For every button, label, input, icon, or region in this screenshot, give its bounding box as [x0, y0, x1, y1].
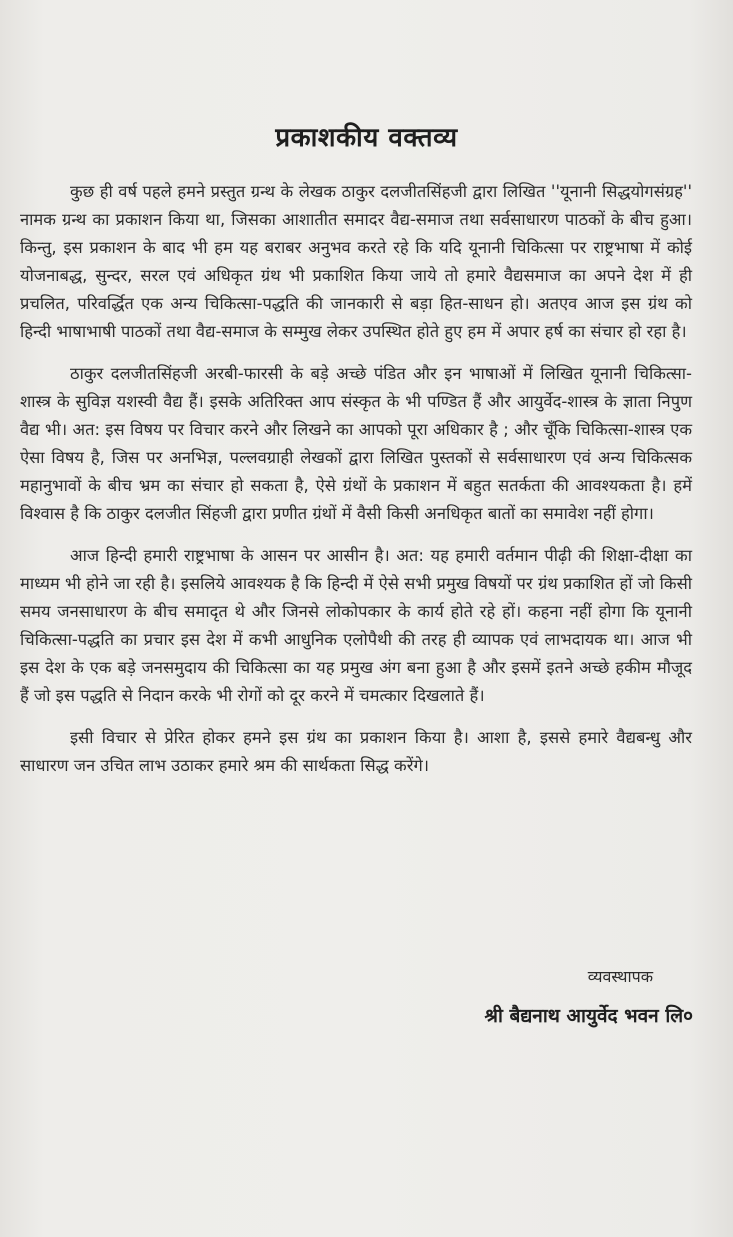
signatory-role: व्यवस्थापक — [587, 967, 653, 986]
statement-body — [20, 178, 692, 794]
publisher-name: श्री बैद्यनाथ आयुर्वेद भवन लि० — [484, 1005, 693, 1027]
paragraph-3: आज हिन्दी हमारी राष्ट्रभाषा के आसन पर आसीन है। अत: यह हमारी वर्तमान पीढ़ी की शिक्षा-दीक्षा का माध्यम भी होने जा रही है। इसलिये आवश्यक है कि हिन्दी में ऐसे सभी प्रमुख विषयों पर ग्रंथ प्रकाशित हों जो किसी समय जनसाधारण के बीच समादृत थे और जिनसे लोकोपकार के कार्य होते रहे हों। कहना नहीं होगा कि यूनानी चिकित्सा-पद्धति का प्रचार इस देश में कभी आधुनिक एलोपैथी की तरह ही व्यापक एवं लाभदायक था। आज भी इस देश के एक बड़े जनसमुदाय की चिकित्सा का यह प्रमुख अंग बना हुआ है और इसमें इतने अच्छे हकीम मौजूद हैं जो इस पद्धति से निदान करके भी रोगों को दूर करने में चमत्कार दिखलाते हैं। — [20, 546, 692, 705]
signature-block — [485, 964, 694, 1030]
paragraph-1: कुछ ही वर्ष पहले हमने प्रस्तुत ग्रन्थ के लेखक ठाकुर दलजीतसिंहजी द्वारा लिखित ''यूनानी सिद्धयोगसंग्रह'' नामक ग्रन्थ का प्रकाशन किया था, जिसका आशातीत समादर वैद्य-समाज तथा सर्वसाधारण पाठकों के बीच हुआ। किन्तु, इस प्रकाशन के बाद भी हम यह बराबर अनुभव करते रहे कि यदि यूनानी चिकित्सा पर राष्ट्रभाषा में कोई योजनाबद्ध, सुन्दर, सरल एवं अधिकृत ग्रंथ भी प्रकाशित किया जाये तो हमारे वैद्यसमाज का अपने देश में ही प्रचलित, परिवर्द्धित एक अन्य चिकित्सा-पद्धति की जानकारी से बड़ा हित-साधन हो। अतएव आज इस ग्रंथ को हिन्दी भाषाभाषी पाठकों तथा वैद्य-समाज के सम्मुख लेकर उपस्थित होते हुए हम में अपार हर्ष का संचार हो रहा है। — [20, 182, 692, 341]
paragraph-4: इसी विचार से प्रेरित होकर हमने इस ग्रंथ का प्रकाशन किया है। आशा है, इससे हमारे वैद्यबन्धु और साधारण जन उचित लाभ उठाकर हमारे श्रम की सार्थकता सिद्ध करेंगे। — [20, 728, 692, 775]
page-title: प्रकाशकीय वक्तव्य — [275, 123, 458, 153]
paragraph-2: ठाकुर दलजीतसिंहजी अरबी-फारसी के बड़े अच्छे पंडित और इन भाषाओं में लिखित यूनानी चिकित्सा-शास्त्र के सुविज्ञ यशस्वी वैद्य हैं। इसके अतिरिक्त आप संस्कृत के भी पण्डित हैं और आयुर्वेद-शास्त्र के ज्ञाता निपुण वैद्य भी। अत: इस विषय पर विचार करने और लिखने का आपको पूरा अधिकार है ; और चूँकि चिकित्सा-शास्त्र एक ऐसा विषय है, जिस पर अनभिज्ञ, पल्लवग्राही लेखकों द्वारा लिखित पुस्तकों से सर्वसाधारण एवं अन्य चिकित्सक महानुभावों के बीच भ्रम का संचार हो सकता है, ऐसे ग्रंथों के प्रकाशन में बहुत सतर्कता की आवश्यकता है। हमें विश्वास है कि ठाकुर दलजीत सिंहजी द्वारा प्रणीत ग्रंथों में वैसी किसी अनधिकृत बातों का समावेश नहीं होगा। — [20, 364, 692, 523]
